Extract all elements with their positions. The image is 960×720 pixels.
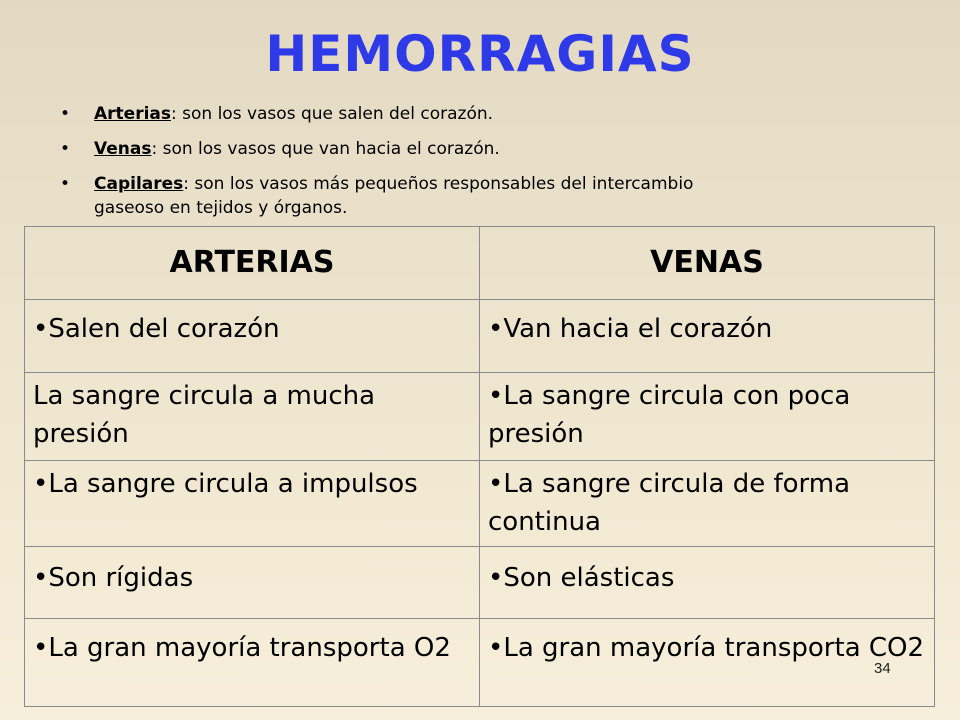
table-cell: •Son rígidas [25, 547, 480, 619]
slide-title: HEMORRAGIAS [265, 25, 695, 83]
definition-item-arterias [60, 102, 900, 126]
table-cell: •Salen del corazón [25, 300, 480, 373]
table-cell: •La sangre circula de forma continua [480, 461, 935, 547]
column-header-venas: VENAS [480, 227, 935, 300]
table-cell: •La sangre circula a impulsos [25, 461, 480, 547]
table-row [25, 300, 935, 373]
definition-item-capilares [60, 172, 900, 220]
column-header-arterias: ARTERIAS [25, 227, 480, 300]
page-number: 34 [874, 660, 891, 677]
definition-text: : son los vasos que van hacia el corazón. [151, 139, 500, 159]
bullet-icon: • [60, 104, 71, 124]
table-row [25, 373, 935, 461]
table-row [25, 547, 935, 619]
definition-text-continuation: gaseoso en tejidos y órganos. [94, 198, 348, 218]
table-cell: La sangre circula a mucha presión [25, 373, 480, 461]
table-row [25, 619, 935, 707]
definition-text: : son los vasos más pequeños responsables del intercambio [183, 174, 694, 194]
definition-list [60, 102, 900, 220]
table-row [25, 461, 935, 547]
table-cell: •Son elásticas [480, 547, 935, 619]
table-cell: •La gran mayoría transporta CO2 [480, 619, 935, 707]
definition-term: Arterias [94, 104, 171, 124]
definition-item-venas [60, 137, 900, 161]
comparison-table [24, 226, 935, 707]
bullet-icon: • [60, 139, 71, 159]
definition-term: Capilares [94, 174, 184, 194]
definition-text: : son los vasos que salen del corazón. [171, 104, 494, 124]
table-cell: •La gran mayoría transporta O2 [25, 619, 480, 707]
bullet-icon: • [60, 174, 71, 194]
table-cell: •Van hacia el corazón [480, 300, 935, 373]
table-header-row [25, 227, 935, 300]
table-cell: •La sangre circula con poca presión [480, 373, 935, 461]
definition-term: Venas [94, 139, 152, 159]
